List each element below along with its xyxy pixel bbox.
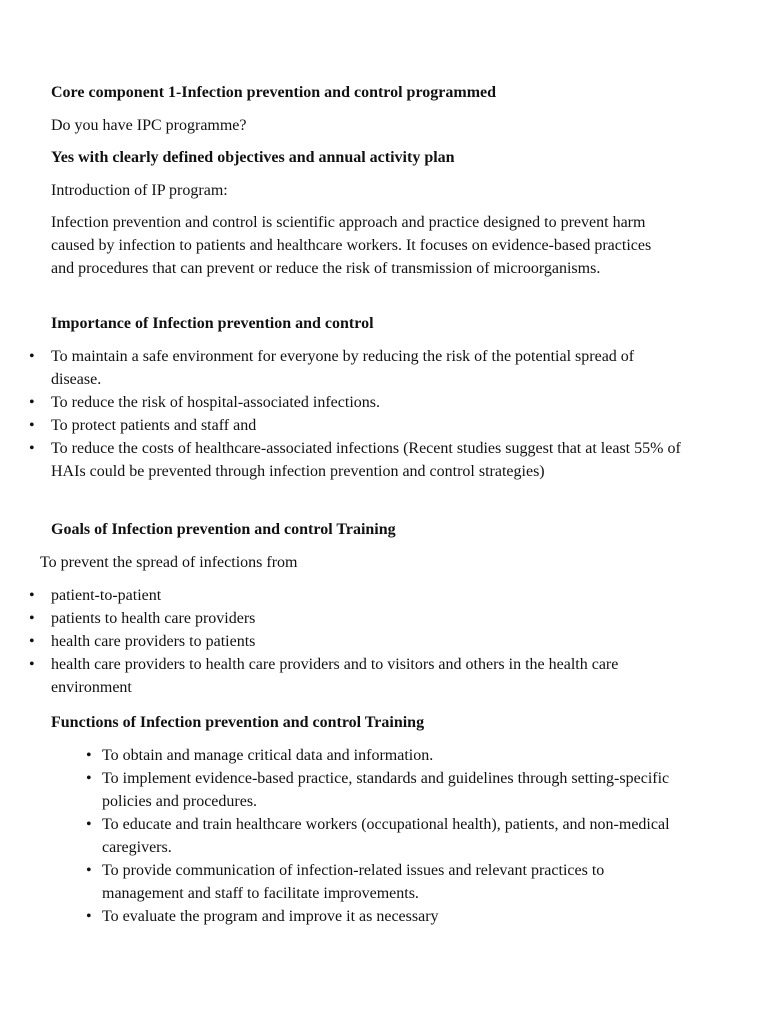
goals-lead: To prevent the spread of infections from	[40, 554, 298, 571]
bullet-icon: •	[29, 610, 35, 627]
bullet-icon: •	[86, 747, 92, 764]
list-item: • To obtain and manage critical data and information.	[102, 744, 680, 767]
list-item: • To protect patients and staff and	[51, 414, 681, 437]
intro-label: Introduction of IP program:	[51, 182, 228, 199]
ipc-answer: Yes with clearly defined objectives and annual activity plan	[51, 149, 455, 166]
bullet-icon: •	[29, 440, 35, 457]
list-item: • To maintain a safe environment for everyone by reducing the risk of the potential spread of disease.	[51, 345, 681, 391]
bullet-icon: •	[86, 770, 92, 787]
intro-text: Infection prevention and control is scientific approach and practice designed to prevent harm caused by infection to patients and healthcare workers. It focuses on evidence-based practices and procedures that can prevent or reduce the risk of transmission of microorganisms.	[51, 214, 652, 277]
list-item: • health care providers to health care providers and to visitors and others in the health care environment	[51, 653, 681, 699]
bullet-icon: •	[86, 908, 92, 925]
list-item: • health care providers to patients	[51, 630, 681, 653]
ipc-question: Do you have IPC programme?	[51, 117, 247, 134]
functions-list	[86, 744, 680, 928]
list-item: • To provide communication of infection-related issues and relevant practices to management and staff to facilitate improvements.	[102, 859, 680, 905]
bullet-icon: •	[29, 633, 35, 650]
list-item: • patient-to-patient	[51, 584, 681, 607]
functions-heading: Functions of Infection prevention and control Training	[51, 714, 425, 731]
bullet-icon: •	[86, 816, 92, 833]
bullet-icon: •	[29, 394, 35, 411]
list-item: • To reduce the risk of hospital-associated infections.	[51, 391, 681, 414]
importance-heading: Importance of Infection prevention and control	[51, 315, 374, 332]
core-component-heading: Core component 1-Infection prevention and control programmed	[51, 84, 497, 101]
bullet-icon: •	[29, 417, 35, 434]
bullet-icon: •	[86, 862, 92, 879]
goals-heading: Goals of Infection prevention and control Training	[51, 521, 396, 538]
list-item: • To evaluate the program and improve it as necessary	[102, 905, 680, 928]
importance-list	[29, 345, 681, 483]
bullet-icon: •	[29, 656, 35, 673]
list-item: • patients to health care providers	[51, 607, 681, 630]
bullet-icon: •	[29, 587, 35, 604]
list-item: • To implement evidence-based practice, standards and guidelines through setting-specific policies and procedures.	[102, 767, 680, 813]
list-item: • To reduce the costs of healthcare-associated infections (Recent studies suggest that at least 55% of HAIs could be prevented through infection prevention and control strategies)	[51, 437, 681, 483]
bullet-icon: •	[29, 348, 35, 365]
list-item: • To educate and train healthcare workers (occupational health), patients, and non-medical caregivers.	[102, 813, 680, 859]
goals-list	[29, 584, 681, 699]
